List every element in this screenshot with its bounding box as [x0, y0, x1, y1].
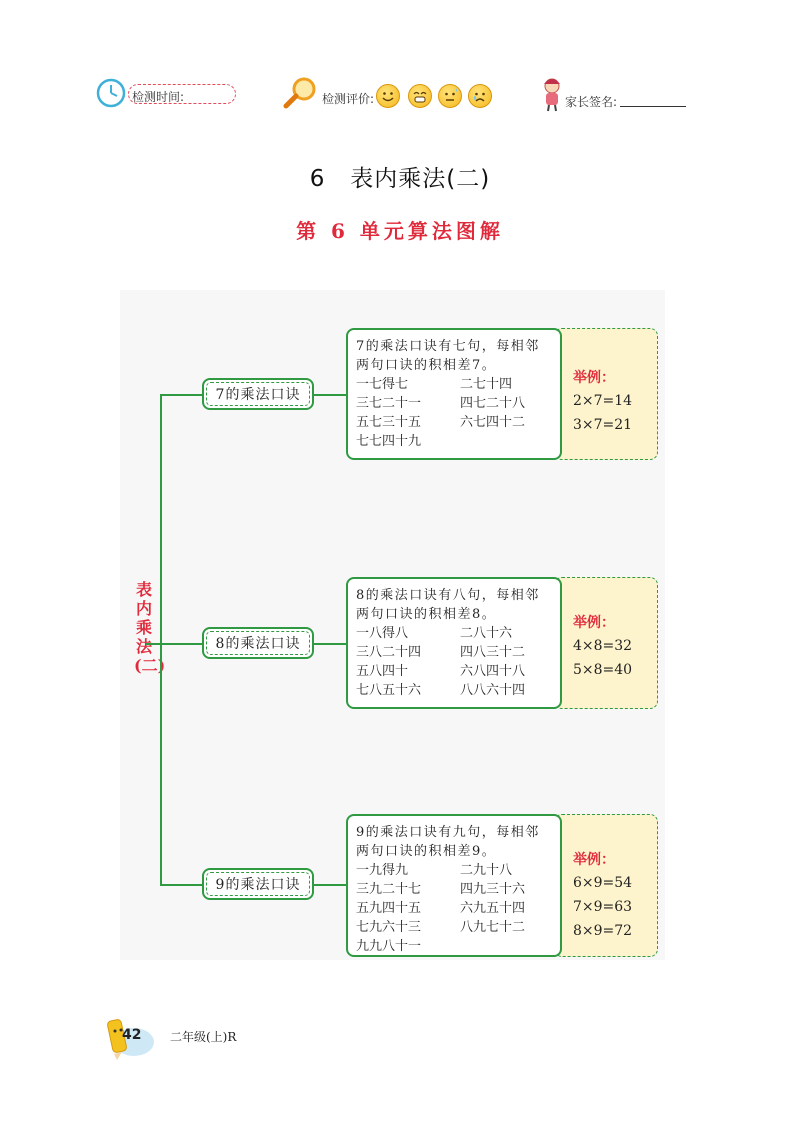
parent-icon — [540, 76, 566, 112]
example-line: 2×7=14 — [573, 393, 633, 409]
rhyme-row: 三八二十四 四八三十二 — [356, 645, 526, 660]
smile-face-icon[interactable] — [376, 84, 400, 108]
signature-line[interactable] — [620, 106, 686, 107]
connector-7-card — [314, 394, 348, 396]
example-line: 6×9=54 — [573, 875, 633, 891]
example-title: 举例： — [573, 615, 615, 631]
rhyme-row: 一七得七 二七十四 — [356, 377, 513, 392]
node-box-8 — [202, 627, 314, 659]
card-7 — [346, 328, 562, 460]
page-subtitle: 第 6 单元算法图解 — [296, 219, 504, 243]
rhyme-row: 三九二十七 四九三十六 — [356, 882, 526, 897]
grin-face-icon[interactable] — [408, 84, 432, 108]
rhyme-row: 七九六十三 八九七十二 — [356, 920, 526, 935]
card-8 — [346, 577, 562, 709]
connector-7 — [160, 394, 202, 396]
example-box-9 — [554, 814, 658, 957]
time-label: 检测时间: — [132, 90, 185, 104]
example-box-7 — [554, 328, 658, 460]
example-line: 4×8=32 — [573, 638, 633, 654]
example-line: 3×7=21 — [573, 417, 633, 433]
example-line: 5×8=40 — [573, 662, 633, 678]
rhyme-row: 九九八十一 — [356, 939, 422, 954]
node-box-9 — [202, 868, 314, 900]
tree-trunk — [160, 395, 162, 885]
page-number: 42 — [122, 1027, 142, 1043]
example-line: 8×9=72 — [573, 923, 633, 939]
clock-icon — [96, 78, 126, 108]
rhyme-row: 七八五十六 八八六十四 — [356, 683, 526, 698]
connector-9-card — [314, 884, 348, 886]
magnifier-icon — [283, 76, 319, 110]
example-line: 7×9=63 — [573, 899, 633, 915]
rhyme-row: 三七二十一 四七二十八 — [356, 396, 526, 411]
rhyme-row: 一九得九 二九十八 — [356, 863, 513, 878]
rhyme-row: 一八得八 二八十六 — [356, 626, 513, 641]
root-label: 表内乘法(二) — [134, 580, 166, 675]
connector-9 — [160, 884, 202, 886]
card-description: 8的乘法口诀有八句，每相邻两句口诀的积相差8。 — [356, 588, 540, 622]
node-box-7 — [202, 378, 314, 410]
example-box-8 — [554, 577, 658, 709]
evaluation-label: 检测评价: — [322, 92, 375, 106]
rhyme-row: 五八四十 六八四十八 — [356, 664, 526, 679]
node-label: 7的乘法口诀 — [206, 382, 310, 406]
node-label: 8的乘法口诀 — [206, 631, 310, 655]
crying-face-icon[interactable] — [468, 84, 492, 108]
connector-root — [146, 643, 160, 645]
card-description: 9的乘法口诀有九句，每相邻两句口诀的积相差9。 — [356, 825, 540, 859]
card-9 — [346, 814, 562, 957]
grade-label: 二年级(上)R — [170, 1030, 237, 1044]
page-title: 6 表内乘法(二) — [309, 166, 491, 192]
example-title: 举例： — [573, 852, 615, 868]
parent-signature-label: 家长签名: — [565, 95, 618, 109]
connector-8 — [160, 643, 202, 645]
card-description: 7的乘法口诀有七句，每相邻两句口诀的积相差7。 — [356, 339, 540, 373]
rhyme-row: 五七三十五 六七四十二 — [356, 415, 526, 430]
node-label: 9的乘法口诀 — [206, 872, 310, 896]
worried-face-icon[interactable] — [438, 84, 462, 108]
connector-8-card — [314, 643, 348, 645]
example-title: 举例： — [573, 370, 615, 386]
rhyme-row: 七七四十九 — [356, 434, 422, 449]
rhyme-row: 五九四十五 六九五十四 — [356, 901, 526, 916]
